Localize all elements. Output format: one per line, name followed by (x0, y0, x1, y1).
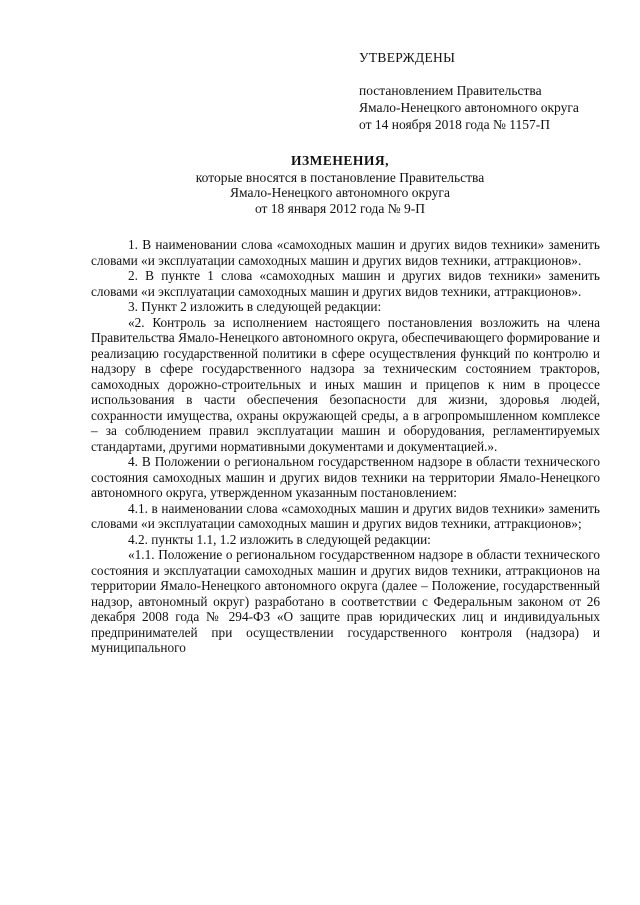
paragraph-1: 1. В наименовании слова «самоходных машин и других видов техники» заменить словами «и эксплуатации самоходных машин и других видов техники, аттракционов». (91, 237, 600, 268)
title-main: ИЗМЕНЕНИЯ, (290, 153, 389, 168)
approval-line: от 14 ноября 2018 года № 1157-П (359, 117, 551, 132)
title-line: от 18 января 2012 года № 9-П (254, 200, 426, 216)
document-body (91, 237, 600, 656)
approval-line: постановлением Правительства (359, 83, 542, 98)
approval-heading: УТВЕРЖДЕНЫ (359, 50, 456, 65)
paragraph-8: «1.1. Положение о региональном государственном надзоре в области технического состояния и эксплуатации самоходных машин и других видов техники, аттракционов на территории Ямало-Ненецкого автономного округа (далее – Положение, государственный надзор, автономный округ) разработано в соответствии с Федеральным законом от 26 декабря 2008 года № 294-ФЗ «О защите прав юридических лиц и индивидуальных предпринимателей при осуществлении государственного контроля (надзора) и муниципального (91, 547, 600, 655)
paragraph-4: «2. Контроль за исполнением настоящего постановления возложить на члена Правительства Ямало-Ненецкого автономного округа, обеспечивающего формирование и реализацию государственной политики в сфере осуществления функций по контролю и надзору в сфере государственного надзора за техническим состоянием тракторов, самоходных дорожно-строительных и иных машин и прицепов к ним в процессе использования в части обеспечения безопасности для жизни, здоровья людей, сохранности имущества, охраны окружающей среды, а в агропромышленном комплексе – за соблюдением правил эксплуатации машин и оборудования, регламентируемых стандартами, другими нормативными документами и документацией.». (91, 314, 600, 454)
title-line: которые вносятся в постановление Правительства (195, 169, 485, 185)
paragraph-6: 4.1. в наименовании слова «самоходных машин и других видов техники» заменить словами «и эксплуатации самоходных машин и других видов техники, аттракционов»; (91, 500, 600, 531)
approval-line: Ямало-Ненецкого автономного округа (359, 100, 579, 115)
title-line: Ямало-Ненецкого автономного округа (230, 185, 450, 200)
paragraph-7: 4.2. пункты 1.1, 1.2 изложить в следующей редакции: (128, 531, 431, 547)
paragraph-5: 4. В Положении о региональном государственном надзоре в области технического состояния самоходных машин и других видов техники на территории Ямало-Ненецкого автономного округа, утвержденном указанным постановлением: (91, 454, 600, 500)
approval-block (359, 49, 579, 133)
paragraph-3: 3. Пункт 2 изложить в следующей редакции: (128, 299, 382, 314)
document-title (90, 153, 590, 216)
paragraph-2: 2. В пункте 1 слова «самоходных машин и других видов техники» заменить словами «и эксплуатации самоходных машин и других видов техники, аттракционов». (91, 268, 600, 299)
